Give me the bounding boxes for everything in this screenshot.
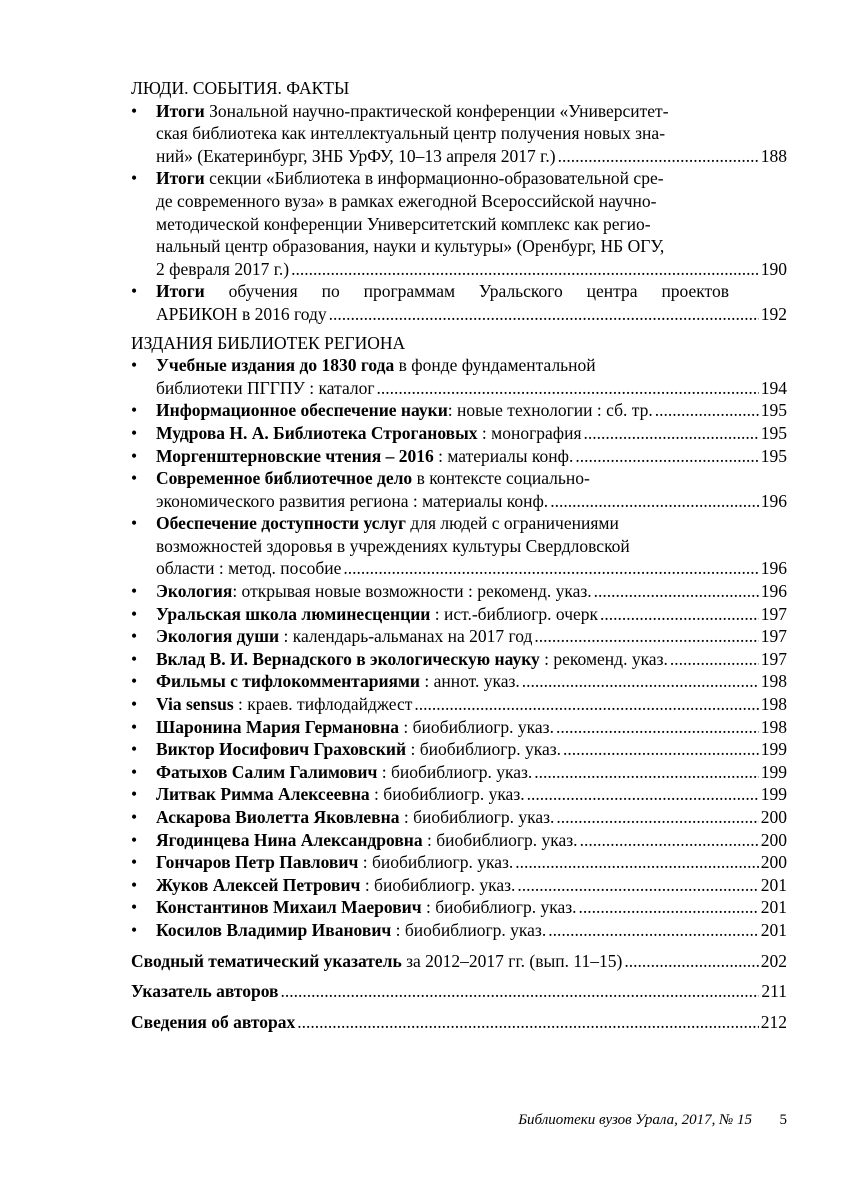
page-number: 188: [760, 145, 787, 166]
entry-list: [131, 354, 787, 941]
leader-dots: [575, 445, 758, 468]
entry-text: 2 февраля 2017 г.): [156, 258, 290, 279]
entry-text: за 2012–2017 гг. (вып. 11–15): [401, 950, 623, 971]
page-number: 5: [779, 1112, 787, 1128]
leader-dots: [556, 716, 759, 739]
toc-entry[interactable]: [131, 399, 787, 422]
toc-entry[interactable]: [131, 580, 787, 603]
entry-title: Via sensus: [156, 694, 234, 715]
entry-text: : биобиблиогр. указ.: [358, 852, 514, 873]
entry-title: Указатель авторов: [131, 981, 279, 1002]
entry-title: • Итоги: [156, 281, 205, 302]
section-title: ИЗДАНИЯ БИБЛИОТЕК РЕГИОНА: [131, 332, 406, 353]
page-number: 196: [760, 581, 787, 602]
entry-text: в контексте социально-: [412, 468, 590, 489]
index-entry[interactable]: [131, 1011, 787, 1034]
page-number: 190: [760, 258, 787, 279]
index-entry[interactable]: [131, 980, 787, 1003]
entry-text: в фонде фундаментальной: [394, 355, 596, 376]
entry-text: : краев. тифлодайджест: [233, 694, 413, 715]
entry-title: Виктор Иосифович Граховский: [156, 739, 407, 760]
entry-title: Итоги: [156, 100, 205, 121]
entry-title: Обеспечение доступности услуг: [156, 513, 406, 534]
entry-text: ний» (Екатеринбург, ЗНБ УрФУ, 10–13 апреля 2017 г.): [156, 145, 556, 166]
page-number: 198: [760, 671, 787, 692]
leader-dots: [558, 145, 759, 168]
entry-title: Фильмы с тифлокомментариями: [156, 671, 421, 692]
page-number: 197: [760, 648, 787, 669]
entry-title: Ягодинцева Нина Александровна: [156, 829, 423, 850]
toc-entry[interactable]: [131, 512, 787, 580]
entry-title: Экология: [156, 581, 233, 602]
entry-title: Косилов Владимир Иванович: [156, 919, 392, 940]
page-number: 200: [760, 807, 787, 827]
toc-entry[interactable]: • Итоги обучения по программам Уральского центра проектов АРБИКОН в 2016 году ..... 192: [131, 280, 787, 325]
toc-entry[interactable]: [131, 603, 787, 626]
entry-text: : календарь-альманах на 2017 год: [279, 626, 533, 647]
page-number: 199: [760, 784, 787, 805]
toc-entry[interactable]: [131, 829, 787, 852]
entry-title: Уральская школа люминесценции: [156, 603, 431, 624]
entry-title: Экология души: [156, 626, 280, 647]
leader-dots: [329, 303, 759, 326]
entry-text: : биобиблиогр. указ.: [422, 829, 578, 850]
page-number: 201: [760, 919, 787, 940]
entry-title: Литвак Римма Алексеевна: [156, 784, 370, 805]
entry-title: Шаронина Мария Германовна: [156, 716, 400, 737]
entry-title: Вклад В. И. Вернадского в экологическую науку: [156, 648, 540, 669]
leader-dots: [655, 399, 759, 422]
page-number: 201: [760, 897, 787, 918]
entry-title: Гончаров Петр Павлович: [156, 852, 359, 873]
entry-text: : биобиблиогр. указ.: [421, 897, 577, 918]
entry-title: Мудрова Н. А. Библиотека Строгановых: [156, 422, 478, 443]
entry-title: Аскарова Виолетта Яковлевна: [156, 807, 400, 827]
toc-entry[interactable]: [131, 648, 787, 671]
page-number: 201: [760, 874, 787, 895]
leader-dots: [527, 783, 759, 806]
leader-dots: [343, 557, 758, 580]
page-number: 198: [760, 716, 787, 737]
entry-text: : рекоменд. указ.: [539, 648, 668, 669]
page-number: 198: [760, 694, 787, 715]
page-number: 197: [760, 603, 787, 624]
page-number: 200: [760, 829, 787, 850]
entry-text: : открывая новые возможности : рекоменд. указ.: [232, 581, 592, 602]
entry-text: : биобиблиогр. указ.: [399, 807, 555, 827]
leader-dots: [548, 919, 759, 942]
page-number: 195: [760, 422, 787, 443]
leader-dots: [522, 670, 759, 693]
entry-text: : ист.-библиогр. очерк: [430, 603, 599, 624]
entry-title: Современное библиотечное дело: [156, 468, 413, 489]
entry-text: АРБИКОН в 2016 году: [156, 303, 327, 324]
toc-entry[interactable]: [131, 738, 787, 761]
leader-dots: [563, 738, 759, 761]
leader-dots: [534, 625, 758, 648]
entry-text: де современного вуза» в рамках ежегодной Всероссийской научно-: [156, 190, 657, 211]
toc-entry[interactable]: [131, 445, 787, 468]
entry-text: : биобиблиогр. указ.: [399, 716, 554, 737]
leader-dots: [550, 490, 759, 513]
leader-dots: [515, 851, 758, 874]
toc-entry[interactable]: [131, 851, 787, 874]
toc-entry[interactable]: [131, 167, 787, 280]
entry-text: : новые технологии : сб. тр.: [447, 400, 653, 421]
journal-title: Библиотеки вузов Урала, 2017, № 15: [518, 1112, 752, 1128]
toc-entry[interactable]: [131, 422, 787, 445]
toc-entry[interactable]: [131, 806, 787, 829]
entry-text: : материалы конф.: [433, 445, 574, 466]
entry-text: : аннот. указ.: [420, 671, 520, 692]
entry-text: : монография: [477, 422, 582, 443]
page-number: 195: [760, 445, 787, 466]
entry-text: : биобиблиогр. указ.: [377, 761, 533, 782]
toc-entry[interactable]: [131, 670, 787, 693]
leader-dots: [377, 377, 759, 400]
page-number: 212: [760, 1011, 787, 1032]
leader-dots: [594, 580, 759, 603]
page-number: 196: [760, 490, 787, 511]
leader-dots: [281, 980, 760, 1003]
entry-text: : биобиблиогр. указ.: [391, 919, 547, 940]
entry-title: Жуков Алексей Петрович: [156, 874, 361, 895]
toc-entry[interactable]: [131, 874, 787, 897]
entry-text: для людей с ограничениями: [405, 513, 619, 534]
entry-text: Зональной научно-практической конференции «Университет-: [204, 100, 669, 121]
entry-title: Итоги: [156, 168, 205, 189]
toc-entry[interactable]: [131, 761, 787, 784]
index-entry[interactable]: [131, 950, 787, 973]
toc-entry[interactable]: [131, 716, 787, 739]
section-people-events: [131, 77, 787, 326]
section-title: ЛЮДИ. СОБЫТИЯ. ФАКТЫ: [131, 78, 350, 98]
leader-dots: [580, 829, 759, 852]
entry-text: возможностей здоровья в учреждениях культуры Свердловской: [156, 535, 630, 556]
page-number: 211: [761, 981, 787, 1002]
entry-text: ская библиотека как интеллектуальный центр получения новых зна-: [156, 123, 666, 144]
leader-dots: [670, 648, 759, 671]
toc-entry[interactable]: [131, 625, 787, 648]
entry-text: : биобиблиогр. указ.: [406, 739, 562, 760]
leader-dots: [579, 896, 759, 919]
leader-dots: [600, 603, 759, 626]
leader-dots: [414, 693, 758, 716]
page-number: 192: [760, 303, 787, 324]
toc-entry[interactable]: [131, 467, 787, 512]
page-number: 196: [760, 558, 787, 579]
toc-entry[interactable]: [131, 354, 787, 399]
page-number: 199: [760, 739, 787, 760]
index-entries: [131, 950, 787, 1034]
entry-text: методической конференции Университетский комплекс как регио-: [156, 213, 651, 234]
entry-text: : биобиблиогр. указ.: [360, 874, 516, 895]
entry-text: : биобиблиогр. указ.: [369, 784, 525, 805]
page-number: 200: [760, 852, 787, 873]
page-number: 197: [760, 626, 787, 647]
entry-text: экономического развития региона : материалы конф.: [156, 490, 549, 511]
entry-title: Моргенштерновские чтения – 2016: [156, 445, 434, 466]
entry-title: Информационное обеспечение науки: [156, 400, 448, 421]
entry-title: Сведения об авторах: [131, 1011, 296, 1032]
leader-dots: [534, 761, 758, 784]
leader-dots: [297, 1011, 759, 1034]
page-number: 195: [760, 400, 787, 421]
toc-entry[interactable]: [131, 896, 787, 919]
entry-title: Учебные издания до 1830 года: [156, 355, 395, 376]
entry-text: области : метод. пособие: [156, 558, 342, 579]
table-of-contents: [131, 77, 787, 1033]
page-number: 202: [760, 950, 787, 971]
leader-dots: [584, 422, 759, 445]
toc-entry[interactable]: [131, 693, 787, 716]
entry-list: [131, 100, 787, 326]
toc-entry[interactable]: [131, 783, 787, 806]
entry-text: секции «Библиотека в информационно-образовательной сре-: [204, 168, 664, 189]
section-library-publications: [131, 332, 787, 942]
leader-dots: [624, 950, 758, 973]
page-number: 199: [760, 761, 787, 782]
leader-dots: [556, 806, 758, 829]
entry-text: библиотеки ПГГПУ : каталог: [156, 377, 375, 398]
toc-entry[interactable]: [131, 100, 787, 168]
leader-dots: [291, 258, 759, 281]
leader-dots: [517, 874, 758, 897]
toc-entry[interactable]: [131, 919, 787, 942]
entry-text: нальный центр образования, науки и культуры» (Оренбург, НБ ОГУ,: [156, 236, 665, 257]
page-number: 194: [760, 377, 787, 398]
entry-title: Фатыхов Салим Галимович: [156, 761, 378, 782]
entry-title: Сводный тематический указатель: [131, 950, 402, 971]
entry-title: Константинов Михаил Маерович: [156, 897, 422, 918]
